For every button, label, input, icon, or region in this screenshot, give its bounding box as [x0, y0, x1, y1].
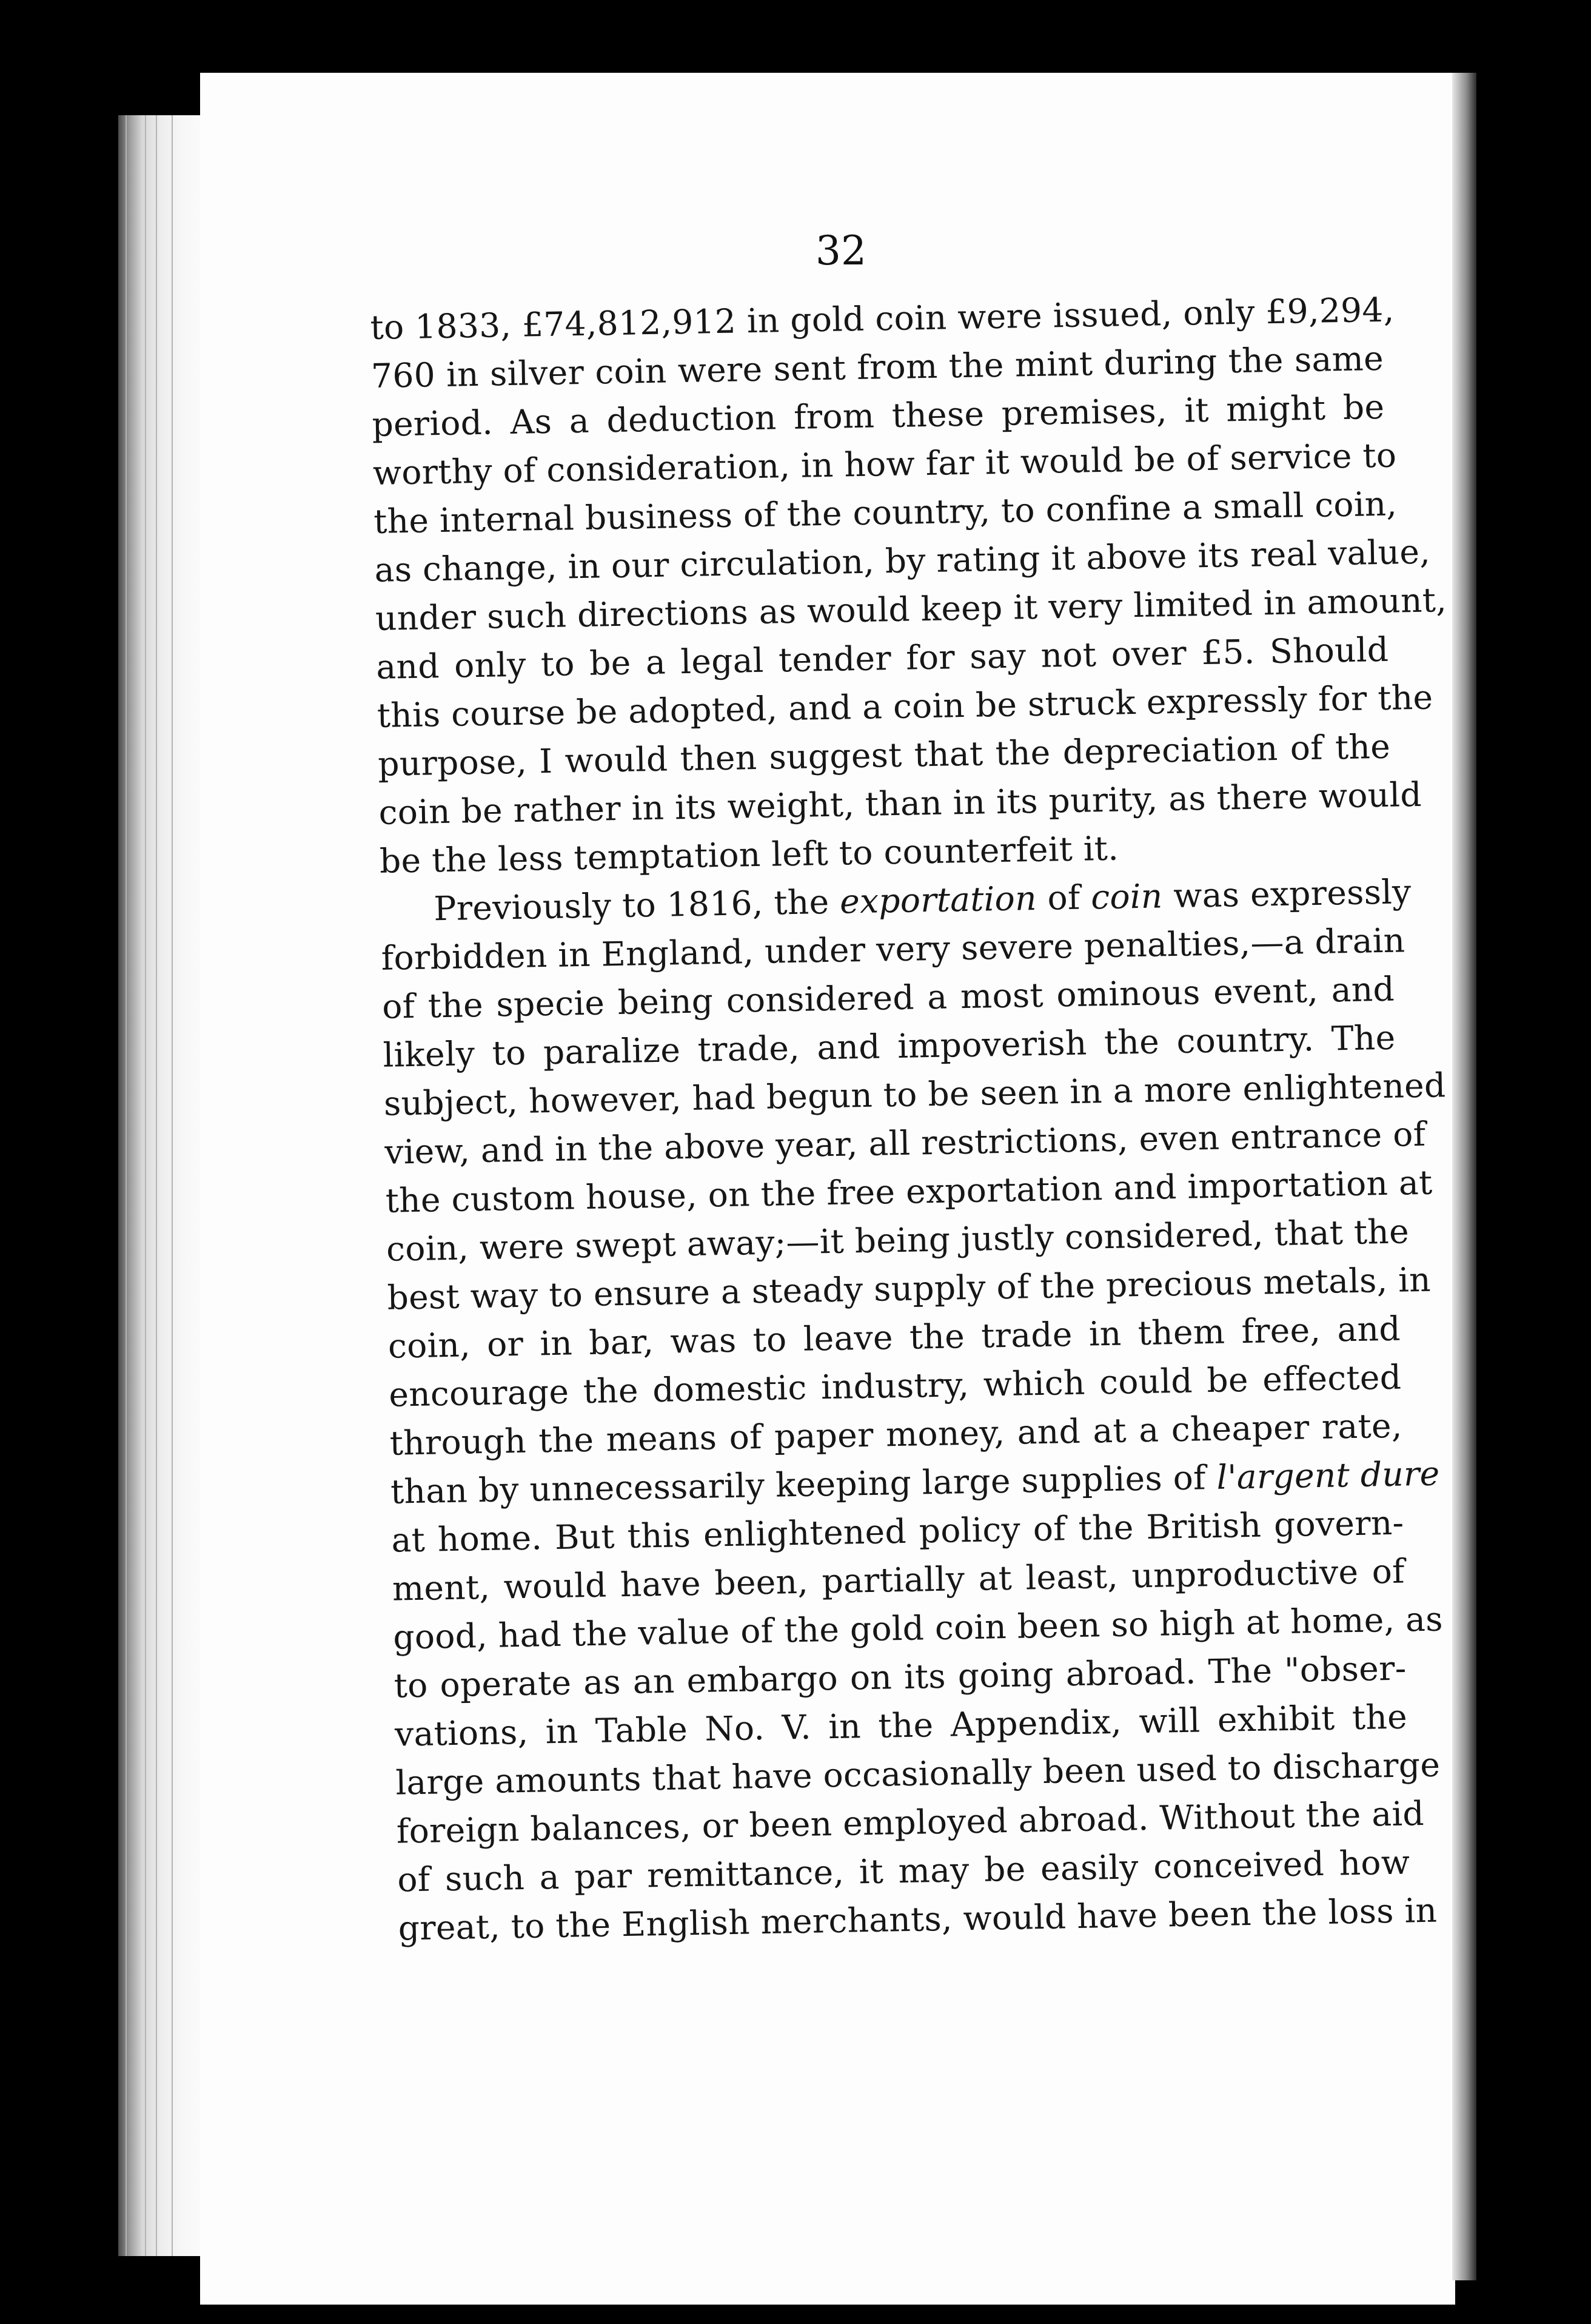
page-edge-line	[156, 115, 157, 2256]
text-line: the custom house, on the free exportation and importation at	[385, 1163, 1433, 1220]
book-binding-edge	[118, 115, 203, 2256]
text-line: large amounts that have occasionally been used to discharge	[395, 1745, 1441, 1802]
italic-text-run: coin	[1090, 876, 1164, 917]
text-run: Previously to 1816, the	[433, 882, 840, 929]
page-edge-line	[172, 115, 173, 2256]
text-line: 760 in silver coin were sent from the mint during the same	[370, 338, 1384, 395]
page-edge-line	[145, 115, 146, 2256]
page-body-text	[370, 286, 1447, 1953]
text-line: ment, would have been, partially at least, unproductive of	[392, 1551, 1405, 1608]
text-line: be the less temptation left to counterfeit it.	[379, 828, 1119, 881]
text-line: foreign balances, or been employed abroad. Without the aid	[396, 1794, 1425, 1851]
text-line: encourage the domestic industry, which could be effected	[388, 1357, 1402, 1414]
text-line: through the means of paper money, and at a cheaper rate,	[389, 1406, 1403, 1463]
text-line: view, and in the above year, all restrictions, even entrance of	[384, 1114, 1426, 1172]
text-line: good, had the value of the gold coin been so high at home, as	[392, 1599, 1444, 1657]
text-line: of such a par remittance, it may be easily conceived how	[397, 1842, 1410, 1899]
text-run: than by unnecessarily keeping large supplies of	[390, 1457, 1218, 1511]
italic-text-run: exportation	[839, 878, 1037, 921]
italic-text-run: l'argent dure	[1216, 1454, 1440, 1497]
text-line: to 1833, £74,812,912 in gold coin were issued, only £9,294,	[370, 290, 1395, 347]
text-line: to operate as an embargo on its going abroad. The "obser-	[394, 1648, 1407, 1705]
page-right-edge	[1452, 73, 1476, 2280]
text-line: coin be rather in its weight, than in its purity, as there would	[378, 774, 1422, 832]
text-run: of	[1036, 878, 1091, 918]
text-line: and only to be a legal tender for say not over £5. Should	[375, 630, 1389, 687]
text-line: coin, were swept away;—it being justly considered, that the	[386, 1212, 1410, 1269]
text-run: was expressly	[1162, 872, 1412, 916]
text-line: the internal business of the country, to confine a small coin,	[373, 484, 1398, 541]
text-line: purpose, I would then suggest that the depreciation of the	[377, 727, 1391, 784]
page-edge-line	[126, 115, 127, 2256]
text-line: vations, in Table No. V. in the Appendix, will exhibit the	[394, 1697, 1408, 1754]
text-line: great, to the English merchants, would have been the loss in	[398, 1890, 1438, 1948]
text-line: of the specie being considered a most ominous event, and	[381, 969, 1395, 1026]
text-line: as change, in our circulation, by rating it above its real value,	[374, 532, 1431, 589]
text-line: forbidden in England, under very severe penalties,—a drain	[381, 921, 1405, 978]
text-line: this course be adopted, and a coin be struck expressly for the	[377, 677, 1433, 735]
text-line: coin, or in bar, was to leave the trade in them free, and	[387, 1309, 1401, 1366]
text-line: at home. But this enlightened policy of the British govern-	[391, 1503, 1404, 1560]
text-line: under such directions as would keep it very limited in amount,	[375, 580, 1447, 638]
text-line: subject, however, had begun to be seen in a more enlightened	[383, 1066, 1446, 1123]
text-line: period. As a deduction from these premises, it might be	[371, 387, 1385, 444]
text-line: worthy of consideration, in how far it would be of service to	[372, 435, 1397, 492]
text-line: best way to ensure a steady supply of the precious metals, in	[387, 1260, 1432, 1317]
text-line: likely to paralize trade, and impoverish the country. The	[383, 1018, 1396, 1075]
page-number: 32	[816, 227, 866, 274]
page-edge-line	[134, 115, 135, 2256]
